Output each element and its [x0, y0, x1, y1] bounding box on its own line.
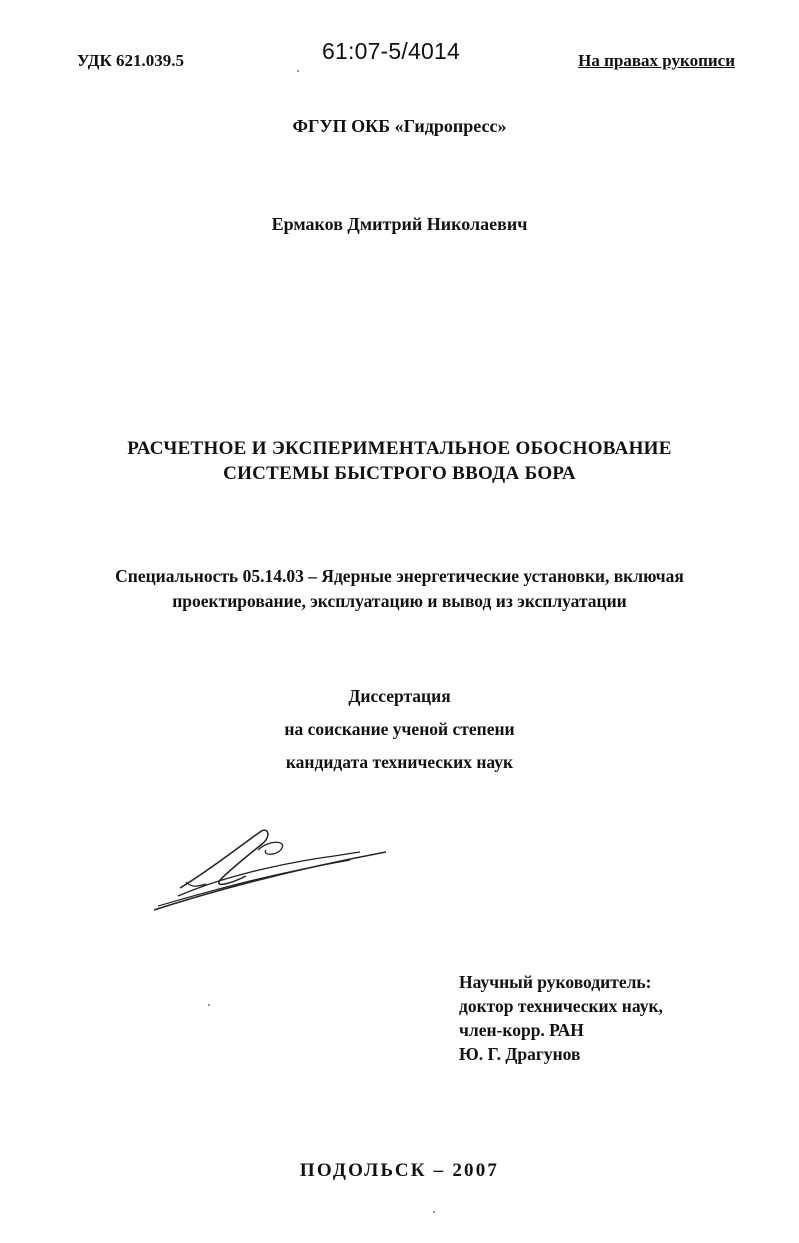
thesis-title-line-2: СИСТЕМЫ БЫСТРОГО ВВОДА БОРА — [223, 463, 576, 484]
scan-speck — [208, 1004, 210, 1006]
degree-line-3: кандидата технических наук — [285, 752, 514, 772]
supervisor-name: Ю. Г. Драгунов — [459, 1044, 581, 1064]
city-year: ПОДОЛЬСК – 2007 — [299, 1160, 500, 1181]
specialty-line-1: Специальность 05.14.03 – Ядерные энергетические установки, включая — [115, 566, 684, 586]
degree-line-1: Диссертация — [348, 686, 451, 706]
scan-speck — [297, 70, 299, 72]
author-name: Ермаков Дмитрий Николаевич — [271, 214, 528, 234]
supervisor-degree: доктор технических наук, — [459, 996, 663, 1016]
udk-code: УДК 621.039.5 — [77, 51, 185, 70]
scan-speck — [433, 1211, 435, 1213]
library-stamp-number: 61:07-5/4014 — [322, 38, 460, 64]
organization: ФГУП ОКБ «Гидропресс» — [292, 116, 507, 136]
specialty — [0, 564, 799, 614]
handwritten-signature — [150, 822, 390, 914]
thesis-title-line-1: РАСЧЕТНОЕ И ЭКСПЕРИМЕНТАЛЬНОЕ ОБОСНОВАНИЕ — [127, 438, 672, 459]
supervisor-label: Научный руководитель: — [459, 972, 652, 992]
specialty-line-2: проектирование, эксплуатацию и вывод из эксплуатации — [172, 591, 627, 611]
supervisor-position: член-корр. РАН — [459, 1020, 584, 1040]
manuscript-rights: На правах рукописи — [578, 51, 735, 70]
thesis-title — [0, 436, 799, 486]
degree-line-2: на соискание ученой степени — [284, 719, 515, 739]
